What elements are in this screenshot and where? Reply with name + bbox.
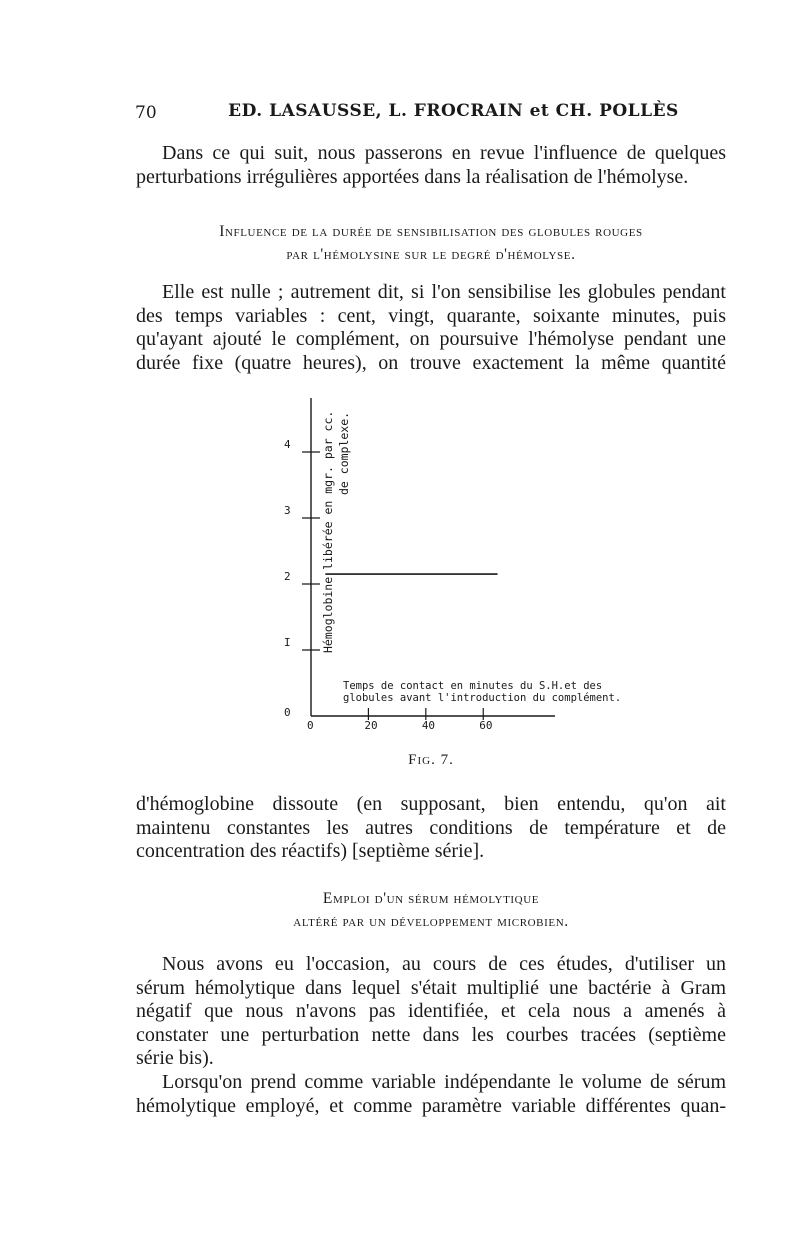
text-line: concentration des réactifs) [septième série]. (136, 840, 485, 862)
x-tick-label: 0 (307, 719, 314, 732)
section-title-line: altéré par un développement microbien. (293, 913, 569, 930)
text-line: série bis). (136, 1047, 214, 1069)
text-line: Dans ce qui suit, nous passerons en revue l'influence de quelques (162, 142, 726, 164)
text-line: négatif que nous n'avons pas identifiée, et cela nous a amenés à (136, 1000, 726, 1022)
section-title-line: Emploi d'un sérum hémolytique (322, 890, 540, 907)
text-line: Elle est nulle ; autrement dit, si l'on sensibilise les globules pendant (162, 281, 726, 303)
y-tick-label: I (284, 636, 291, 649)
x-tick-label: 40 (421, 719, 436, 732)
text-line: constater une perturbation nette dans les courbes tracées (septième (136, 1023, 726, 1046)
figure-caption: Fig. 7. (408, 752, 454, 768)
text-line: perturbations irrégulières apportées dans la réalisation de l'hémolyse. (136, 165, 689, 188)
text-line: Lorsqu'on prend comme variable indépendante le volume de sérum (162, 1071, 726, 1093)
paragraph-sensibilisation (136, 281, 726, 375)
section-title-sensibilisation (136, 220, 726, 266)
x-axis-label-continued: globules avant l'introduction du complément. (343, 692, 622, 704)
intro-paragraph (136, 142, 726, 189)
text-line: des temps variables : cent, vingt, quarante, soixante minutes, puis (136, 304, 726, 327)
section-title-serum (136, 887, 726, 933)
x-axis-label: Temps de contact en minutes du S.H.et des (343, 680, 603, 692)
paragraph-serum (136, 953, 726, 1071)
hemoglobin-chart (270, 390, 670, 750)
text-line: sérum hémolytique dans lequel s'était multiplié une bactérie à Gram (136, 976, 726, 999)
text-line: maintenu constantes les autres conditions de température et de (136, 816, 726, 839)
text-line: durée fixe (quatre heures), on trouve exactement la même quantité (136, 351, 726, 374)
x-tick-label: 20 (364, 719, 378, 732)
figure-7 (270, 390, 670, 750)
y-tick-label: 4 (284, 438, 291, 451)
x-tick-label: 60 (479, 719, 493, 732)
y-tick-label: 2 (284, 570, 291, 583)
page-number: 70 (135, 103, 157, 123)
running-head: ED. LASAUSSE, L. FROCRAIN et CH. POLLÈS (228, 101, 679, 121)
text-line: qu'ayant ajouté le complément, on poursuive l'hémolyse pendant une (136, 328, 726, 350)
text-line: d'hémoglobine dissoute (en supposant, bien entendu, qu'on ait (136, 793, 726, 815)
paragraph-variable (136, 1071, 726, 1118)
section-title-line: par l'hémolysine sur le degré d'hémolyse. (286, 246, 576, 263)
paragraph-hemoglobine (136, 793, 726, 864)
y-tick-label: 0 (284, 706, 291, 719)
page-header (135, 103, 710, 129)
text-line: hémolytique employé, et comme paramètre variable différentes quan- (136, 1094, 726, 1117)
y-axis-label-continued: de complexe. (337, 411, 351, 495)
y-axis-label: Hémoglobine libérée en mgr. par cc. (321, 410, 335, 653)
text-line: Nous avons eu l'occasion, au cours de ces études, d'utiliser un (162, 953, 726, 975)
y-tick-label: 3 (284, 504, 291, 517)
section-title-line: Influence de la durée de sensibilisation des globules rouges (219, 223, 643, 240)
